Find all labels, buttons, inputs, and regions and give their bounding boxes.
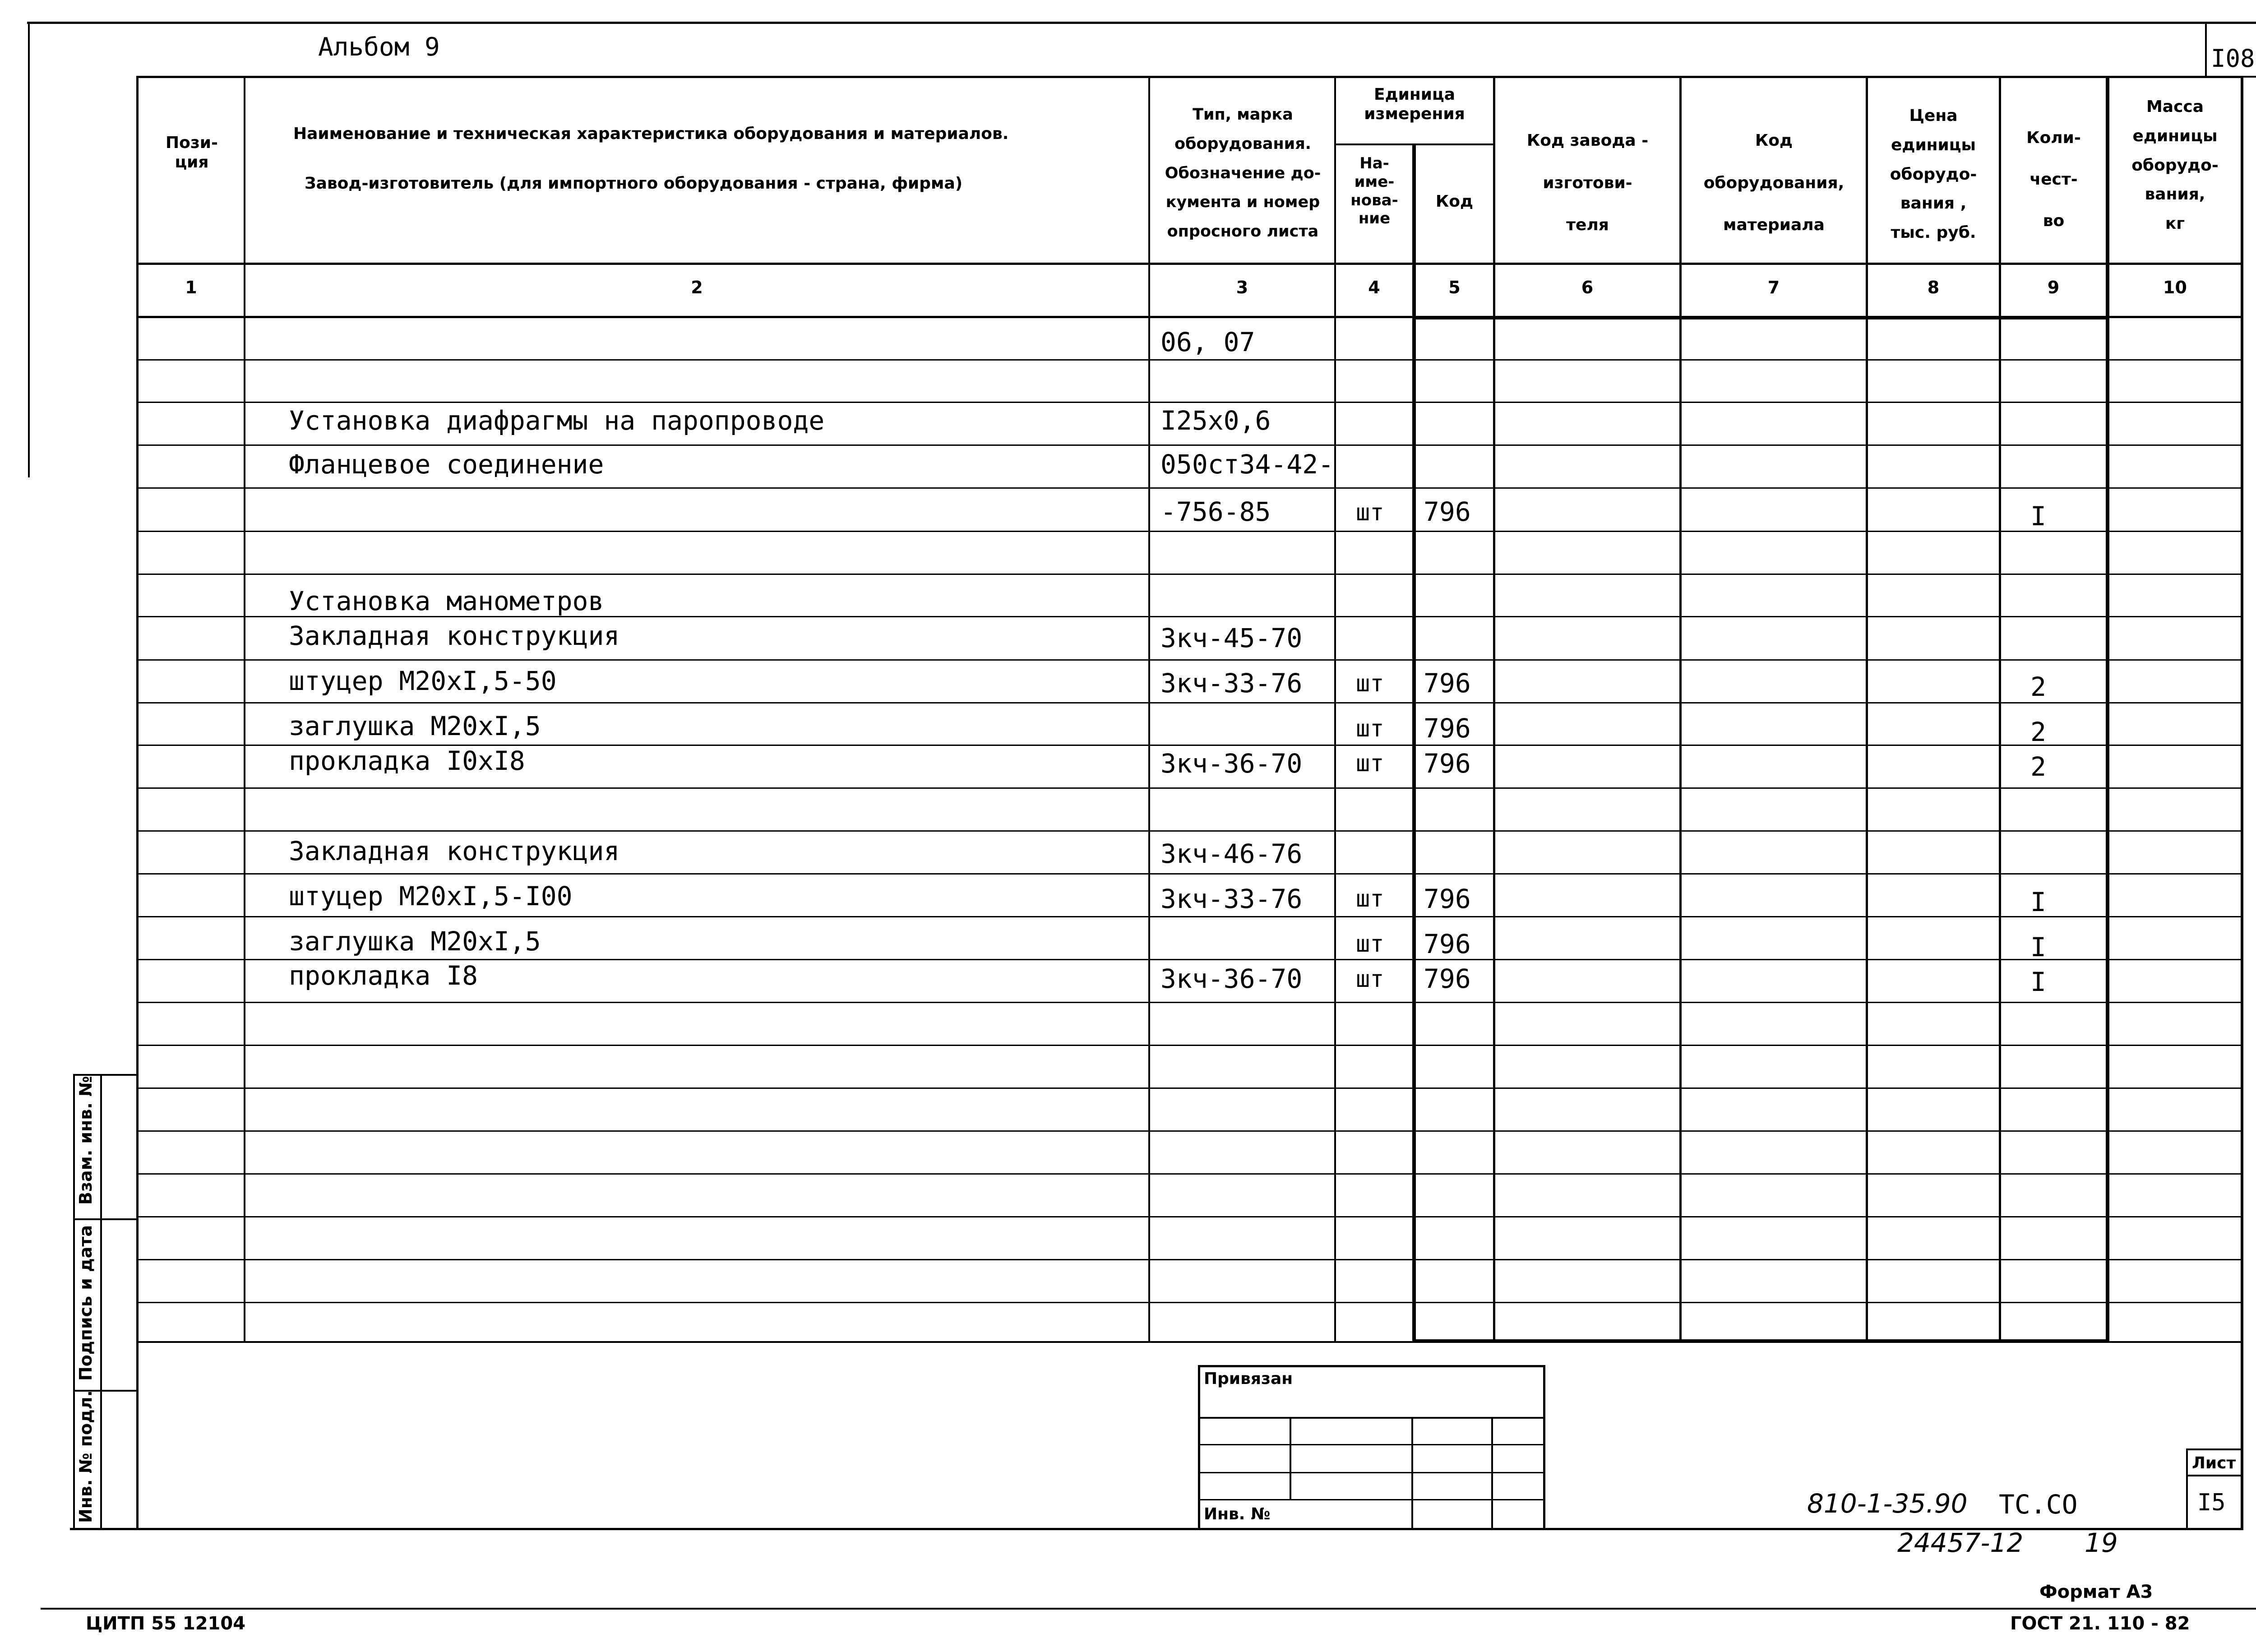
col-line-5 <box>1493 76 1495 1342</box>
table-row-name: Закладная конструкция <box>289 620 620 651</box>
gost-label: ГОСТ 21. 110 - 82 <box>2010 1613 2190 1634</box>
table-row-qty: I <box>2030 887 2046 917</box>
colnum-8: 8 <box>1927 278 1940 297</box>
row-line <box>136 359 2243 361</box>
row-line <box>136 531 2243 532</box>
top-page-number: I08 <box>2211 44 2255 73</box>
row-line <box>136 402 2243 403</box>
stamp-row2 <box>1198 1444 1545 1445</box>
table-right <box>2241 76 2243 1530</box>
stamp-col1 <box>1290 1417 1291 1500</box>
col-line-1 <box>244 76 245 1342</box>
thick-bottom <box>1412 1339 2109 1343</box>
table-row-name: Установка манометров <box>289 586 604 616</box>
table-row-code: 796 <box>1424 929 1471 959</box>
colnum-10: 10 <box>2163 278 2187 297</box>
row-line <box>136 916 2243 917</box>
table-row-type: 3кч-36-70 <box>1160 748 1303 779</box>
doc-code: 810-1-35.90 <box>1807 1488 1968 1519</box>
table-row-type: 06, 07 <box>1160 327 1255 357</box>
colnum-6: 6 <box>1581 278 1594 297</box>
col-line-6 <box>1679 76 1682 1342</box>
stamp-row3 <box>1198 1472 1545 1473</box>
table-row-name: Установка диафрагмы на паропроводе <box>289 405 825 436</box>
row-line <box>136 830 2243 832</box>
stamp-row4 <box>1198 1499 1545 1500</box>
printer-code: ЦИТП 55 12104 <box>86 1613 246 1634</box>
col-line-8 <box>1999 76 2001 1342</box>
col-line-4 <box>1412 143 1416 1343</box>
table-row-type: 3кч-36-70 <box>1160 963 1303 994</box>
row-line <box>136 1045 2243 1046</box>
table-row-qty: 2 <box>2030 671 2046 702</box>
table-row-qty: 2 <box>2030 717 2046 747</box>
row-line <box>136 1216 2243 1217</box>
table-row-name: заглушка М20хI,5 <box>289 926 541 957</box>
header-bottom <box>136 263 2243 265</box>
table-row-qty: 2 <box>2030 751 2046 782</box>
table-row-code: 796 <box>1424 963 1471 994</box>
sheet-label: Лист <box>2192 1454 2236 1472</box>
table-row-unit: шт <box>1356 966 1384 993</box>
colnum-1: 1 <box>185 278 197 297</box>
row-line <box>136 873 2243 875</box>
frame-left-stub <box>28 22 30 477</box>
table-row-code: 796 <box>1424 884 1471 914</box>
stamp-col2 <box>1411 1417 1413 1530</box>
col-line-9 <box>2106 76 2109 1343</box>
sheet-box-top <box>2186 1448 2242 1450</box>
stamp-inv-no: Инв. № <box>1204 1505 1271 1523</box>
header-plant-code: Код завода - изготови- теля <box>1526 131 1649 235</box>
table-row-name: заглушка М20хI,5 <box>289 711 541 741</box>
thick-top <box>1412 316 2109 319</box>
colnum-2: 2 <box>691 278 703 297</box>
album-label: Альбом 9 <box>318 32 440 62</box>
table-row-type: 050ст34-42- <box>1160 449 1334 480</box>
col-line-7 <box>1866 76 1868 1342</box>
table-row-name: прокладка I8 <box>289 960 478 991</box>
header-type: Тип, марка оборудования. Обозначение до- кумента и номер опросного листа <box>1165 106 1321 241</box>
row-line <box>136 1002 2243 1003</box>
table-row-code: 796 <box>1424 668 1471 699</box>
table-row-unit: шт <box>1356 670 1384 697</box>
table-row-qty: I <box>2030 501 2046 532</box>
table-row-unit: шт <box>1356 499 1384 526</box>
colnum-7: 7 <box>1767 278 1780 297</box>
col-line-3 <box>1334 76 1336 1342</box>
row-line <box>136 574 2243 575</box>
stamp-row1 <box>1198 1417 1545 1419</box>
row-line <box>136 1130 2243 1132</box>
table-row-name: Закладная конструкция <box>289 836 620 866</box>
table-row-type: 3кч-45-70 <box>1160 623 1303 653</box>
header-name-1: Наименование и техническая характеристика оборудования и материалов. <box>293 125 1009 143</box>
row-line <box>136 1087 2243 1089</box>
side-strip-div1 <box>73 1218 137 1220</box>
table-row-type: 3кч-33-76 <box>1160 884 1303 914</box>
row-line <box>136 487 2243 489</box>
row-line <box>136 659 2243 661</box>
table-row-name: штуцер М20хI,5-50 <box>289 666 557 696</box>
frame-bottom <box>41 1608 2256 1610</box>
col-line-2 <box>1148 76 1150 1342</box>
colnum-5: 5 <box>1448 278 1461 297</box>
table-row-code: 796 <box>1424 748 1471 779</box>
row-line <box>136 444 2243 446</box>
table-row-unit: шт <box>1356 715 1384 742</box>
header-price: Цена единицы оборудо- вания , тыс. руб. <box>1890 106 1977 242</box>
header-unit-group: Единица измерения <box>1364 85 1465 124</box>
table-row-qty: I <box>2030 932 2046 963</box>
stamp-left <box>1198 1365 1200 1530</box>
row-line <box>136 1173 2243 1175</box>
side-label-podpis: Подпись и дата <box>76 1225 96 1381</box>
table-row-name: штуцер М20хI,5-I00 <box>289 881 573 912</box>
colnum-9: 9 <box>2047 278 2060 297</box>
row-line <box>136 1302 2243 1303</box>
header-unit-code: Код <box>1435 192 1474 211</box>
table-row-unit: шт <box>1356 750 1384 777</box>
handwritten-page: 19 <box>2085 1527 2118 1558</box>
stamp-privyazan: Привязан <box>1204 1370 1293 1388</box>
side-strip-left <box>73 1074 75 1530</box>
frame-top <box>27 22 2256 24</box>
header-equipment-code: Код оборудования, материала <box>1703 131 1845 235</box>
unit-divider <box>1334 143 1493 145</box>
table-row-code: 796 <box>1424 496 1471 527</box>
table-row-qty: I <box>2030 967 2046 997</box>
colnum-3: 3 <box>1236 278 1248 297</box>
format-label: Формат А3 <box>2039 1582 2153 1602</box>
stamp-right <box>1543 1365 1545 1530</box>
row-line <box>136 1259 2243 1260</box>
stamp-col3 <box>1491 1417 1493 1530</box>
table-row-type: I25x0,6 <box>1160 405 1271 436</box>
header-unit-name: На- име- нова- ние <box>1350 154 1398 228</box>
header-position: Пози- ция <box>166 134 218 172</box>
stamp-top <box>1198 1365 1545 1367</box>
table-row-code: 796 <box>1424 713 1471 744</box>
sheet-number: I5 <box>2197 1489 2226 1516</box>
table-row-type: -756-85 <box>1160 496 1271 527</box>
handwritten-number: 24457-12 <box>1897 1527 2024 1558</box>
table-row-name: Фланцевое соединение <box>289 449 604 480</box>
side-strip-mid <box>100 1074 102 1530</box>
header-name-2: Завод-изготовитель (для импортного оборудования - страна, фирма) <box>305 174 963 193</box>
row-line <box>136 702 2243 703</box>
sheet-box-left <box>2186 1448 2188 1530</box>
row-line <box>136 787 2243 789</box>
side-label-vzam: Взам. инв. № <box>76 1076 96 1205</box>
table-top <box>136 76 2243 78</box>
header-quantity: Коли- чест- во <box>2026 129 2081 230</box>
header-mass: Масса единицы оборудо- вания, кг <box>2131 97 2219 233</box>
table-row-type: 3кч-33-76 <box>1160 668 1303 699</box>
table-row-unit: шт <box>1356 885 1384 912</box>
table-row-name: прокладка I0xI8 <box>289 745 525 776</box>
table-row-type: 3кч-46-76 <box>1160 838 1303 869</box>
side-label-inv-podl: Инв. № подл. <box>76 1390 96 1523</box>
table-row-unit: шт <box>1356 930 1384 958</box>
sheet-box-mid <box>2186 1475 2242 1476</box>
colnum-4: 4 <box>1368 278 1380 297</box>
page-box-left <box>2205 22 2207 77</box>
doc-mark: ТС.СО <box>1999 1489 2078 1520</box>
